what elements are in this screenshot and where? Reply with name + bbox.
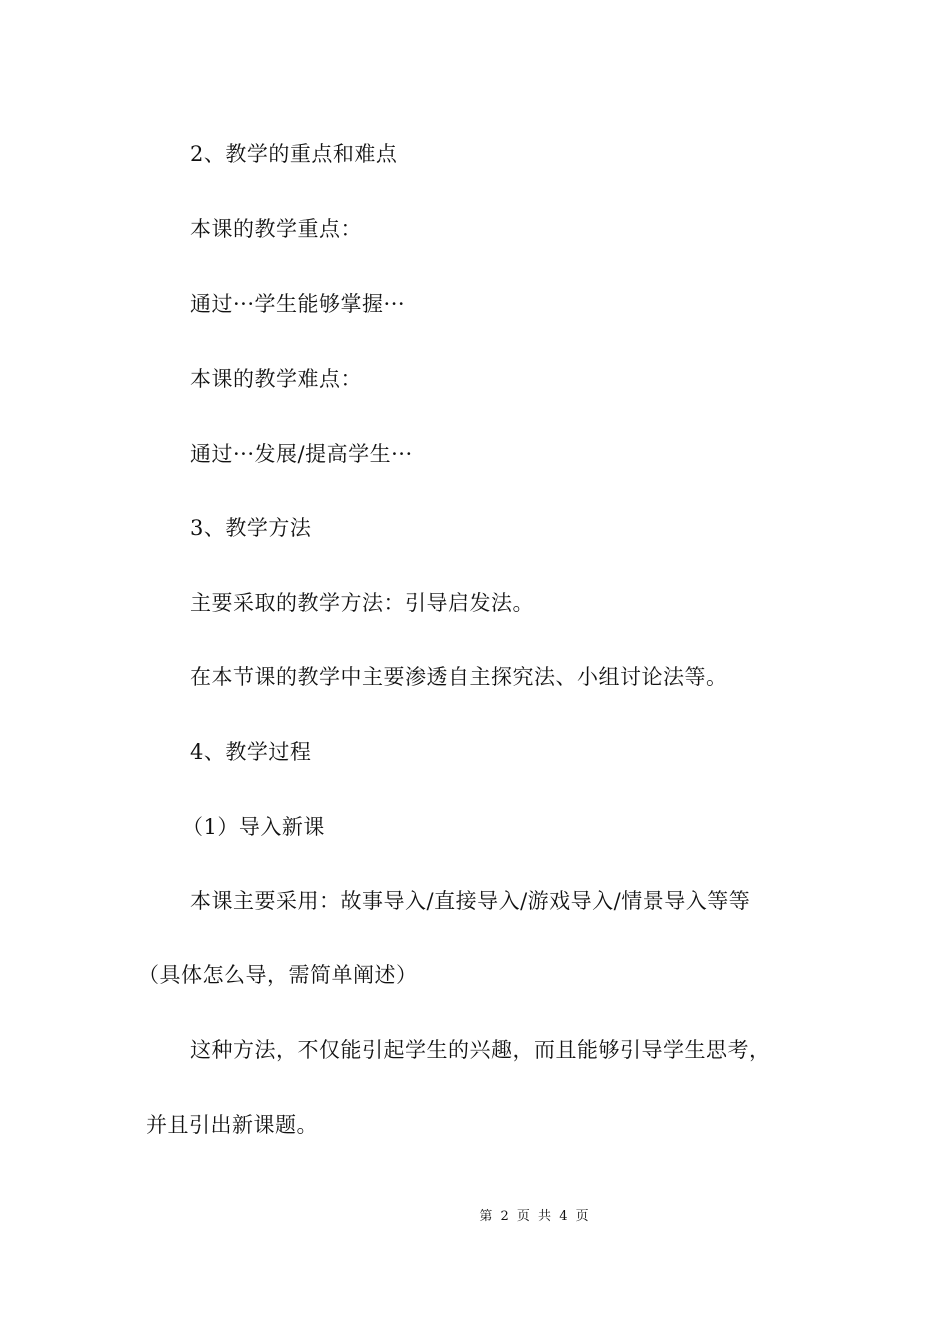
text-other-methods: 在本节课的教学中主要渗透自主探究法、小组讨论法等。 xyxy=(190,665,728,689)
subheading-introduction: （1）导入新课 xyxy=(182,815,325,839)
text-difficult-point: 通过···发展/提高学生··· xyxy=(190,442,413,466)
text-method-benefit: 这种方法，不仅能引起学生的兴趣，而且能够引导学生思考， xyxy=(190,1038,771,1062)
text-main-method: 主要采取的教学方法：引导启发法。 xyxy=(190,591,534,615)
heading-teaching-process: 4、教学过程 xyxy=(190,740,312,764)
label-key-point: 本课的教学重点： xyxy=(190,217,362,241)
text-introduction-note: （具体怎么导，需简单阐述） xyxy=(138,963,418,987)
text-method-benefit-cont: 并且引出新课题。 xyxy=(146,1113,318,1137)
label-difficult-point: 本课的教学难点： xyxy=(190,367,362,391)
page-footer: 第 2 页 共 4 页 xyxy=(479,1209,591,1224)
heading-key-points: 2、教学的重点和难点 xyxy=(190,142,398,166)
heading-teaching-methods: 3、教学方法 xyxy=(190,516,312,540)
text-introduction-methods: 本课主要采用：故事导入/直接导入/游戏导入/情景导入等等 xyxy=(190,889,751,913)
text-key-point: 通过···学生能够掌握··· xyxy=(190,292,406,316)
